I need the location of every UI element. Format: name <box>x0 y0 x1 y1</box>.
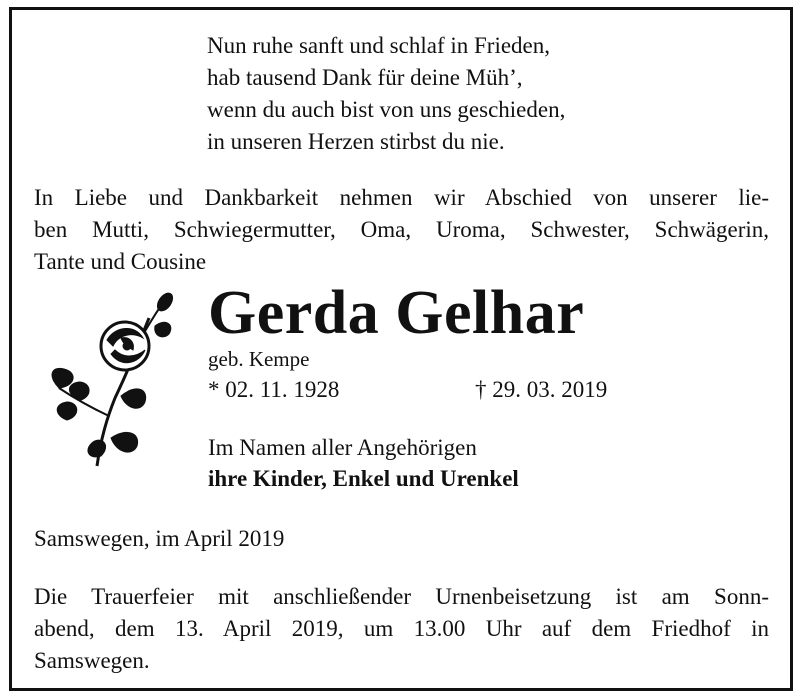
intro-line: Tante und Cousine <box>34 249 207 274</box>
family-signature: ihre Kinder, Enkel und Urenkel <box>208 466 519 491</box>
intro-paragraph <box>34 182 769 278</box>
on-behalf-line: Im Namen aller Angehörigen <box>208 435 477 460</box>
obituary-notice <box>9 7 793 691</box>
deceased-name: Gerda Gelhar <box>208 279 585 347</box>
intro-line: ben Mutti, Schwiegermutter, Oma, Uroma, Schwester, Schwägerin, <box>34 217 769 242</box>
memorial-poem <box>207 30 565 158</box>
birth-date: * 02. 11. 1928 <box>208 377 340 402</box>
death-date: † 29. 03. 2019 <box>475 377 608 402</box>
poem-line: wenn du auch bist von uns geschieden, <box>207 97 566 122</box>
poem-line: Nun ruhe sanft und schlaf in Frieden, <box>207 33 551 58</box>
funeral-paragraph <box>34 581 769 677</box>
maiden-name: geb. Kempe <box>208 347 310 371</box>
funeral-line: abend, dem 13. April 2019, um 13.00 Uhr auf dem Friedhof in <box>34 616 769 641</box>
rose-icon <box>37 288 182 473</box>
poem-line: in unseren Herzen stirbst du nie. <box>207 129 505 154</box>
intro-line: In Liebe und Dankbarkeit nehmen wir Abschied von unserer lie- <box>34 185 769 210</box>
funeral-line: Die Trauerfeier mit anschließender Urnenbeisetzung ist am Sonn- <box>34 584 769 609</box>
poem-line: hab tausend Dank für deine Müh’, <box>207 65 523 90</box>
place-date: Samswegen, im April 2019 <box>34 526 285 551</box>
funeral-line: Samswegen. <box>34 648 150 673</box>
